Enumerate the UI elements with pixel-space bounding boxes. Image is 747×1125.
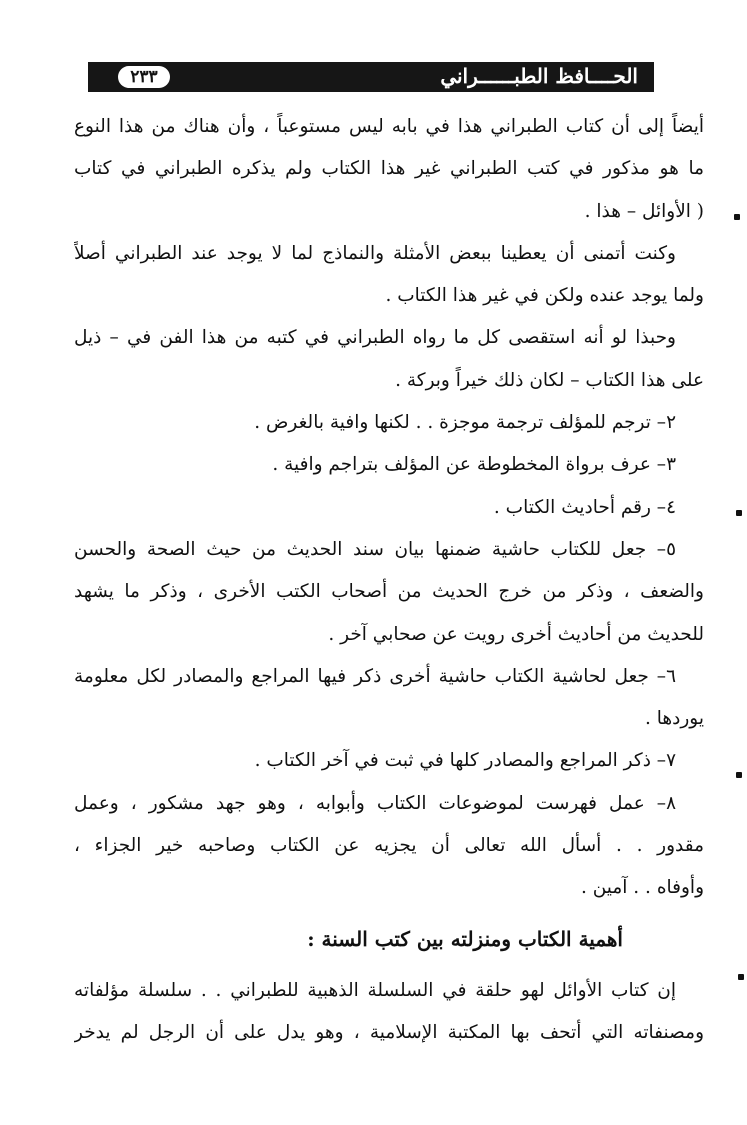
text-line: يوردها . <box>644 708 704 730</box>
text-line: وكنت أتمنى أن يعطينا ببعض الأمثلة والنماذج لما لا يوجد عند الطبراني أصلاً <box>74 242 676 264</box>
margin-speck <box>736 772 742 778</box>
text-line: أيضاً إلى أن كتاب الطبراني هذا في بابه ليس مستوعباً ، وأن هناك من هذا النوع <box>74 116 704 137</box>
list-item: ٣– عرف برواة المخطوطة عن المؤلف بتراجم وافية . <box>272 454 676 476</box>
text-line: للحديث من أحاديث أخرى رويت عن صحابي آخر . <box>328 623 704 645</box>
text-line: والضعف ، وذكر من خرج الحديث من أصحاب الكتب الأخرى ، وذكر ما يشهد <box>74 581 704 603</box>
text-line: على هذا الكتاب – لكان ذلك خيراً وبركة . <box>395 369 704 391</box>
list-item: ٨– عمل فهرست لموضوعات الكتاب وأبوابه ، وهو جهد مشكور ، وعمل <box>74 792 676 814</box>
list-item: ٥– جعل للكتاب حاشية ضمنها بيان سند الحديث من حيث الصحة والحسن <box>74 538 676 560</box>
list-item: ٧– ذكر المراجع والمصادر كلها في ثبت في آخر الكتاب . <box>254 750 676 772</box>
text-line: وأوفاه . . آمين . <box>580 877 704 899</box>
margin-speck <box>736 510 742 516</box>
running-header-title: الحــــافظ الطبــــــراني <box>440 64 638 88</box>
list-item: ٢– ترجم للمؤلف ترجمة موجزة . . لكنها وافية بالغرض . <box>254 412 676 434</box>
text-line: وحبذا لو أنه استقصى كل ما رواه الطبراني في كتبه من هذا الفن في – ذيل <box>74 327 676 349</box>
list-item: ٤– رقم أحاديث الكتاب . <box>493 496 676 518</box>
text-line: ( الأوائل – هذا . <box>584 200 704 222</box>
text-line: ولما يوجد عنده ولكن في غير هذا الكتاب . <box>385 285 704 307</box>
page-number-badge: ٢٣٣ <box>118 66 170 88</box>
text-line: إن كتاب الأوائل لهو حلقة في السلسلة الذهبية للطبراني . . سلسلة مؤلفاته <box>74 980 676 1001</box>
running-header <box>88 62 654 92</box>
section-heading: أهمية الكتاب ومنزلته بين كتب السنة : <box>307 927 623 951</box>
margin-speck <box>734 214 740 220</box>
text-line: مقدور . . أسأل الله تعالى أن يجزيه عن الكتاب وصاحبه خير الجزاء ، <box>74 835 704 857</box>
list-item: ٦– جعل لحاشية الكتاب حاشية أخرى ذكر فيها المراجع والمصادر لكل معلومة <box>74 665 676 687</box>
body-text <box>74 106 704 910</box>
text-line: ما هو مذكور في كتب الطبراني غير هذا الكتاب ولم يذكره الطبراني في كتاب <box>74 158 704 180</box>
margin-speck <box>738 974 744 980</box>
section-body <box>74 970 704 1055</box>
text-line: ومصنفاته التي أتحف بها المكتبة الإسلامية ، وهو يدل على أن الرجل لم يدخر <box>74 1022 704 1044</box>
